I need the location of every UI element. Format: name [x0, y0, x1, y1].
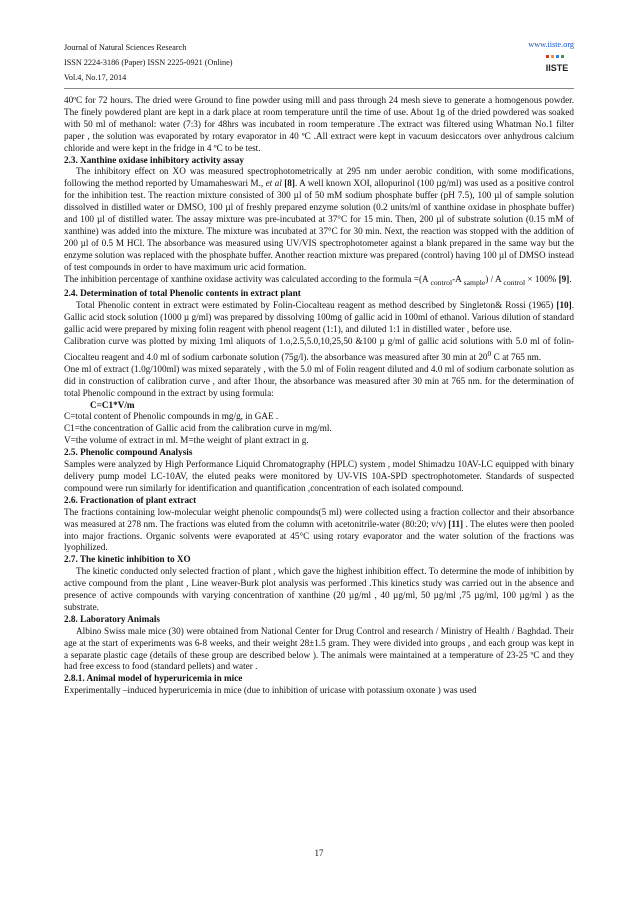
volume-line: Vol.4, No.17, 2014 [64, 73, 127, 82]
heading-2-8: 2.8. Laboratory Animals [64, 613, 160, 624]
definition-c: C=total content of Phenolic compounds in mg/g, in GAE . [64, 411, 279, 422]
definition-c1: C1=the concentration of Gallic acid from the calibration curve in mg/ml. [64, 423, 332, 434]
paragraph-hplc: Samples were analyzed by High Performance Liquid Chromatography (HPLC) system , model Shimadzu 10AV-LC equipped with binary delivery pump model LC-10AV, the eluted peaks were monitored by UV-VIS 10A-SPD spectrophotometer. Standards of suspected compound were run similarly for identification and quantification ,concentration of each isolated compound. [64, 459, 574, 493]
iiste-logo [542, 54, 572, 76]
page-number: 17 [314, 848, 324, 858]
et-al: et al [265, 178, 282, 189]
heading-2-4: 2.4. Determination of total Phenolic contents in extract plant [64, 288, 301, 299]
page-header [64, 40, 574, 86]
heading-2-6: 2.6. Fractionation of plant extract [64, 494, 197, 505]
paragraph-fractionation: The fractions containing low-molecular weight phenolic compounds(5 ml) were collected using a fraction collector and their absorbance was measured at 278 nm. The fractions was eluted from the column with acetonitrile-water (80:20; v/v) [11] . The elutes were then pooled into major fractions. Organic solvents were evaporated at 45°C using rotary evaporator and the water solution of the fractions was lyophilized. [64, 506, 574, 553]
heading-2-7: 2.7. The kinetic inhibition to XO [64, 554, 191, 565]
paragraph-xo-assay: The inhibitory effect on XO was measured spectrophotometrically at 295 nm under aerobic condition, with some modifications, following the method reported by Umamaheswari M., et al [8]. A well known XOI, allopurinol (100 µg/ml) was used as a positive control for the inhibition test. The reaction mixture consisted of 300 µl of 50 mM sodium phosphate buffer (pH 7.5), 100 µl of sample solution dissolved in distilled water or DMSO, 100 µl of freshly prepared enzyme solution (0.2 units/ml of xanthine oxidase in phosphate buffer) and 100 µl of distilled water. The assay mixture was pre-incubated at 37°C for 15 min. Then, 200 µl of substrate solution (0.15 mM of xanthine) was added into the mixture. The mixture was incubated at 37°C for 30 min. Next, the reaction was stopped with the addition of 200 µl of 0.5 M HCl. The absorbance was measured using UV/VIS spectrophotometer against a blank prepared in the same way but the enzyme solution was replaced with the phosphate buffer. Another reaction mixture was prepared (control) having 100 µl of DMSO instead of test compounds in order to have maximum uric acid formation. [64, 166, 575, 272]
paragraph-inhibition-formula: The inhibition percentage of xanthine oxidase activity was calculated according to the formula =(A $_{control}$-A $_{sample}$) / A $_{control}$ × 100% [9]. [64, 273, 572, 287]
citation-11: [11] [448, 518, 464, 529]
website-link[interactable]: www.iiste.org [528, 40, 574, 49]
citation-9: [9] [558, 273, 570, 284]
heading-2-8-1: 2.8.1. Animal model of hyperuricemia in mice [64, 673, 243, 684]
paragraph-hyperuricemia: Experimentally –induced hyperuricemia in mice (due to inhibition of uricase with potassium oxonate ) was used [64, 685, 477, 696]
article-body [64, 95, 574, 697]
logo-text: IISTE [545, 63, 569, 73]
paragraph-phenolic: Total Phenolic content in extract were estimated by Folin-Ciocalteau reagent as method described by Singleton& Rossi (1965) [10]. Gallic acid stock solution (1000 µ g/ml) was prepared by dissolving 100mg of gallic acid in 100ml of ethanol. Various dilution of standard gallic acid were prepared by mixing folin reagent with phenol reagent (1:1), and diluted 1:1 in distilled water , before use. [64, 300, 574, 335]
citation-8: [8] [284, 178, 295, 189]
formula: C=C1*V/m [90, 399, 135, 410]
heading-2-5: 2.5. Phenolic compound Analysis [64, 447, 193, 458]
paragraph-extraction: 40ºC for 72 hours. The dried were Ground to fine powder using mill and pass through 24 mesh sieve to generate a homogenous powder. The finely powdered plant are kept in a dark place at room temperature until the time of use. About 1g of the dried powdered was soaked with 50 ml of methanol: water (7:3) for 48hrs was incubated in room temperature .The extract was filtered using Whatman No.1 filter paper , the solution was evaporated by rotary evaporator in 40 ºC .All extract were kept in vacuum desiccators over anhydrous calcium chloride and were kept in the fridge in 4 ºC to be test. [64, 95, 574, 153]
paragraph-extract-measure: One ml of extract (1.0g/100ml) was mixed separately , with the 5.0 ml of Folin reagent diluted and 4.0 ml of sodium carbonate solution as did in construction of calibration curve , and after 1hour, the absorbance was measured after 30 min at 765 nm. for the determination of total Phenolic compound in the extract by using formula: [64, 363, 574, 398]
paragraph-calibration: Calibration curve was plotted by mixing 1ml aliquots of 1.o,2.5,5.0,10,25,50 &100 µ g/ml of gallic acid solutions with 5.0 ml of folin-Ciocalteu reagent and 4.0 ml of sodium carbonate solution (75g/l). the absorbance was measured after 30 min at $20^0$ C at 765 nm. [64, 335, 574, 362]
paragraph-animals: Albino Swiss male mice (30) were obtained from National Center for Drug Control and research / Ministry of Health / Baghdad. Their age at the start of experiments was 6-8 weeks, and their weight 28±1.5 gram. They were divided into groups , and each group was kept in a separate plastic cage (details of these group are described below ). The animals were maintained at a temperature of 23-25 ºC and they had free excess to food (standard pellets) and water . [64, 625, 574, 672]
definition-v-m: V=the volume of extract in ml. M=the weight of plant extract in g. [64, 435, 309, 446]
journal-name: Journal of Natural Sciences Research [64, 43, 187, 52]
issn-line: ISSN 2224-3186 (Paper) ISSN 2225-0921 (Online) [64, 58, 233, 67]
paragraph-kinetics: The kinetic conducted only selected fraction of plant , which gave the highest inhibition effect. To determine the mode of inhibition by active compound from the plant , Line weaver-Burk plot analysis was performed .This kinetics study was carried out in the absence and presence of active compounds with varying concentration of xanthine (20 µg/ml , 40 µg/ml, 50 µg/ml ,75 µg/ml, 100 µg/ml ) as the substrate. [64, 566, 574, 612]
header-rule [64, 88, 574, 89]
heading-2-3: 2.3. Xanthine oxidase inhibitory activity assay [64, 154, 244, 165]
citation-10: [10] [556, 300, 572, 311]
